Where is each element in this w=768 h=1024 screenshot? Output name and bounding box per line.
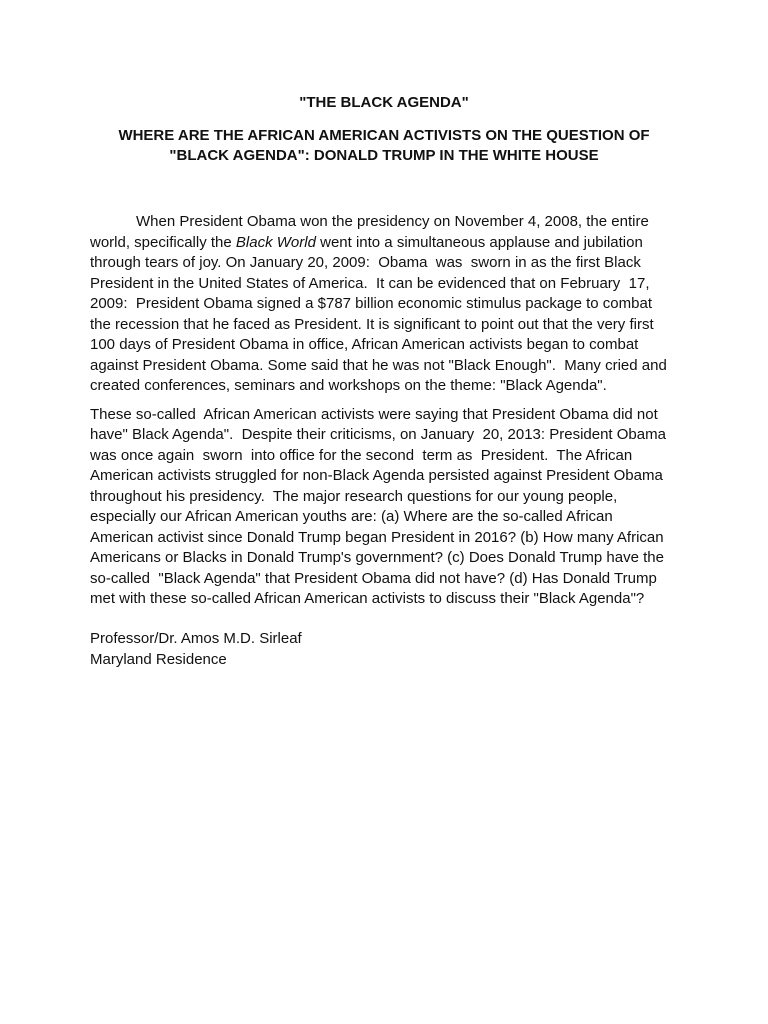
paragraph-2-line-4: American activists struggled for non-Black Agenda persisted against President Obama <box>90 467 663 484</box>
paragraph-2-line-9: so-called "Black Agenda" that President Obama did not have? (d) Has Donald Trump <box>90 569 657 587</box>
paragraph-2-line-8: Americans or Blacks in Donald Trump's government? (c) Does Donald Trump have the <box>90 549 664 566</box>
signature-block <box>90 629 302 670</box>
paragraph-1-line-2-start: world, specifically the <box>90 233 236 251</box>
paragraph-2-line-10: met with these so-called African American activists to discuss their "Black Agenda"? <box>90 590 645 607</box>
paragraph-1-line-9: created conferences, seminars and workshops on the theme: "Black Agenda". <box>90 377 607 394</box>
paragraph-2-line-7: American activist since Donald Trump began President in 2016? (b) How many African <box>90 528 664 546</box>
author-location: Maryland Residence <box>90 650 227 668</box>
black-world-emphasis: Black World <box>235 233 316 251</box>
paragraph-2 <box>90 405 690 610</box>
author-name: Professor/Dr. Amos M.D. Sirleaf <box>90 630 302 647</box>
paragraph-1 <box>90 212 690 397</box>
paragraph-1-line-1: When President Obama won the presidency on November 4, 2008, the entire <box>136 213 649 230</box>
subtitle-line-1: WHERE ARE THE AFRICAN AMERICAN ACTIVISTS ON THE QUESTION OF <box>118 127 650 144</box>
paragraph-1-line-5: 2009: President Obama signed a $787 billion economic stimulus package to combat <box>90 295 652 312</box>
paragraph-2-line-5: throughout his presidency. The major research questions for our young people, <box>90 487 618 505</box>
paragraph-2-line-3: was once again sworn into office for the second term as President. The African <box>90 446 633 464</box>
paragraph-1-line-8: against President Obama. Some said that he was not "Black Enough". Many cried and <box>90 356 667 374</box>
paragraph-2-line-6: especially our African American youths are: (a) Where are the so-called African <box>90 508 613 525</box>
paragraph-1-line-2 <box>90 233 690 254</box>
paragraph-2-line-1: These so-called African American activists were saying that President Obama did not <box>90 405 658 423</box>
paragraph-1-line-3: through tears of joy. On January 20, 2009: Obama was sworn in as the first Black <box>90 254 641 271</box>
paragraph-1-line-4: President in the United States of America. It can be evidenced that on February 17, <box>90 274 650 292</box>
document-title: "THE BLACK AGENDA" <box>299 94 469 111</box>
document-body <box>90 212 690 610</box>
subtitle-line-2: "BLACK AGENDA": DONALD TRUMP IN THE WHITE HOUSE <box>169 147 599 164</box>
paragraph-1-line-6: the recession that he faced as President. It is significant to point out that the very first <box>90 315 654 333</box>
paragraph-spacer <box>90 397 690 405</box>
document-subtitle <box>0 126 768 166</box>
paragraph-1-line-7: 100 days of President Obama in office, African American activists began to combat <box>90 336 639 353</box>
paragraph-2-line-2: have" Black Agenda". Despite their criticisms, on January 20, 2013: President Obama <box>90 426 666 443</box>
paragraph-1-line-2-end: went into a simultaneous applause and jubilation <box>315 233 643 251</box>
